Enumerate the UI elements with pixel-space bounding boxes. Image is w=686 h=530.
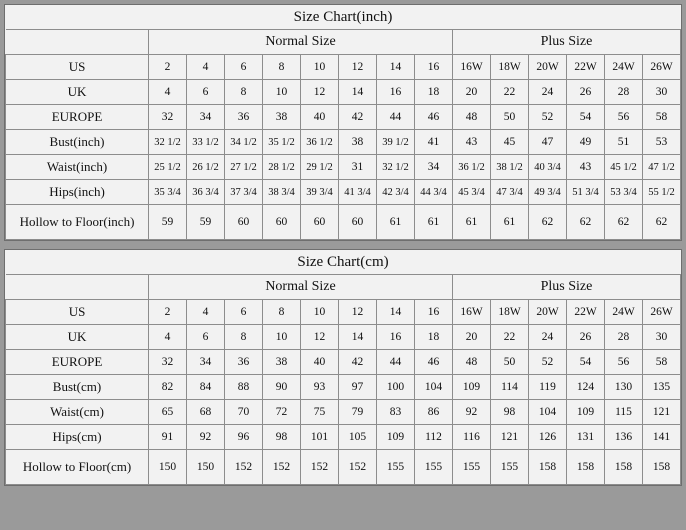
- size-chart-inch: [4, 4, 682, 241]
- cell-value: 12: [339, 300, 377, 325]
- cell-value: 24: [529, 325, 567, 350]
- cell-value: 72: [263, 400, 301, 425]
- cell-value: 40: [301, 105, 339, 130]
- cell-value: 8: [225, 325, 263, 350]
- cell-value: 12: [339, 55, 377, 80]
- cell-value: 6: [225, 300, 263, 325]
- chart-title: Size Chart(cm): [6, 250, 681, 275]
- cell-value: 45 1/2: [605, 155, 643, 180]
- cell-value: 32 1/2: [377, 155, 415, 180]
- cell-value: 24: [529, 80, 567, 105]
- cell-value: 86: [415, 400, 453, 425]
- cell-value: 62: [567, 205, 605, 240]
- cell-value: 34: [415, 155, 453, 180]
- cell-value: 25 1/2: [149, 155, 187, 180]
- cell-value: 49: [567, 130, 605, 155]
- cell-value: 61: [377, 205, 415, 240]
- cell-value: 54: [567, 350, 605, 375]
- cell-value: 91: [149, 425, 187, 450]
- group-header-normal: Normal Size: [149, 275, 453, 300]
- cell-value: 47: [529, 130, 567, 155]
- table-row: [6, 425, 681, 450]
- cell-value: 46: [415, 105, 453, 130]
- cell-value: 34: [187, 105, 225, 130]
- table-row: [6, 55, 681, 80]
- cell-value: 38: [263, 350, 301, 375]
- cell-value: 16W: [453, 55, 491, 80]
- cell-value: 26W: [643, 55, 681, 80]
- cell-value: 55 1/2: [643, 180, 681, 205]
- cell-value: 155: [377, 450, 415, 485]
- cell-value: 88: [225, 375, 263, 400]
- cell-value: 26 1/2: [187, 155, 225, 180]
- cell-value: 75: [301, 400, 339, 425]
- cell-value: 44: [377, 105, 415, 130]
- cell-value: 16: [415, 300, 453, 325]
- cell-value: 32: [149, 350, 187, 375]
- cell-value: 93: [301, 375, 339, 400]
- cell-value: 20W: [529, 300, 567, 325]
- cell-value: 50: [491, 350, 529, 375]
- cell-value: 8: [225, 80, 263, 105]
- row-label: Hollow to Floor(cm): [6, 450, 149, 485]
- cell-value: 40 3/4: [529, 155, 567, 180]
- cell-value: 152: [339, 450, 377, 485]
- cell-value: 65: [149, 400, 187, 425]
- cell-value: 92: [453, 400, 491, 425]
- cell-value: 43: [567, 155, 605, 180]
- cell-value: 18W: [491, 300, 529, 325]
- cell-value: 131: [567, 425, 605, 450]
- table-row: [6, 325, 681, 350]
- cell-value: 26: [567, 80, 605, 105]
- cell-value: 30: [643, 325, 681, 350]
- cell-value: 51: [605, 130, 643, 155]
- cell-value: 109: [453, 375, 491, 400]
- cell-value: 90: [263, 375, 301, 400]
- cell-value: 32 1/2: [149, 130, 187, 155]
- cell-value: 28 1/2: [263, 155, 301, 180]
- cell-value: 158: [529, 450, 567, 485]
- cell-value: 150: [149, 450, 187, 485]
- cell-value: 2: [149, 55, 187, 80]
- cell-value: 22W: [567, 55, 605, 80]
- cell-value: 61: [415, 205, 453, 240]
- cell-value: 79: [339, 400, 377, 425]
- cell-value: 152: [301, 450, 339, 485]
- table-row: [6, 205, 681, 240]
- cell-value: 92: [187, 425, 225, 450]
- size-chart-cm: [4, 249, 682, 486]
- cell-value: 150: [187, 450, 225, 485]
- cell-value: 14: [339, 80, 377, 105]
- cell-value: 60: [301, 205, 339, 240]
- cell-value: 46: [415, 350, 453, 375]
- cell-value: 47 1/2: [643, 155, 681, 180]
- cell-value: 10: [263, 325, 301, 350]
- cell-value: 53: [643, 130, 681, 155]
- cell-value: 45 3/4: [453, 180, 491, 205]
- cell-value: 22W: [567, 300, 605, 325]
- row-label: US: [6, 55, 149, 80]
- cell-value: 121: [491, 425, 529, 450]
- row-label: EUROPE: [6, 105, 149, 130]
- table-row: [6, 300, 681, 325]
- cell-value: 56: [605, 350, 643, 375]
- cell-value: 38 3/4: [263, 180, 301, 205]
- cell-value: 36 1/2: [301, 130, 339, 155]
- cell-value: 38: [263, 105, 301, 130]
- cell-value: 68: [187, 400, 225, 425]
- cell-value: 152: [263, 450, 301, 485]
- cell-value: 136: [605, 425, 643, 450]
- cell-value: 98: [491, 400, 529, 425]
- cell-value: 98: [263, 425, 301, 450]
- cell-value: 52: [529, 350, 567, 375]
- cell-value: 60: [225, 205, 263, 240]
- chart-0-body: [6, 5, 681, 240]
- cell-value: 6: [225, 55, 263, 80]
- cell-value: 44 3/4: [415, 180, 453, 205]
- row-label: Bust(cm): [6, 375, 149, 400]
- row-label: UK: [6, 325, 149, 350]
- cell-value: 48: [453, 105, 491, 130]
- cell-value: 60: [263, 205, 301, 240]
- cell-value: 20: [453, 80, 491, 105]
- cell-value: 104: [529, 400, 567, 425]
- cell-value: 158: [567, 450, 605, 485]
- chart-title: Size Chart(inch): [6, 5, 681, 30]
- cell-value: 30: [643, 80, 681, 105]
- chart-title-row: [6, 5, 681, 30]
- cell-value: 28: [605, 325, 643, 350]
- cell-value: 44: [377, 350, 415, 375]
- cell-value: 59: [187, 205, 225, 240]
- cell-value: 62: [643, 205, 681, 240]
- group-row-spacer: [6, 275, 149, 300]
- cell-value: 32: [149, 105, 187, 130]
- row-label: Waist(cm): [6, 400, 149, 425]
- cell-value: 70: [225, 400, 263, 425]
- cell-value: 35 1/2: [263, 130, 301, 155]
- cell-value: 152: [225, 450, 263, 485]
- row-label: Hollow to Floor(inch): [6, 205, 149, 240]
- cell-value: 2: [149, 300, 187, 325]
- cell-value: 36 1/2: [453, 155, 491, 180]
- cell-value: 36: [225, 350, 263, 375]
- chart-title-row: [6, 250, 681, 275]
- group-header-normal: Normal Size: [149, 30, 453, 55]
- size-chart-cm-table: [5, 250, 681, 485]
- cell-value: 26: [567, 325, 605, 350]
- cell-value: 26W: [643, 300, 681, 325]
- cell-value: 97: [339, 375, 377, 400]
- cell-value: 10: [263, 80, 301, 105]
- cell-value: 155: [491, 450, 529, 485]
- cell-value: 20W: [529, 55, 567, 80]
- cell-value: 12: [301, 325, 339, 350]
- group-row-spacer: [6, 30, 149, 55]
- cell-value: 4: [149, 80, 187, 105]
- cell-value: 104: [415, 375, 453, 400]
- cell-value: 14: [377, 55, 415, 80]
- cell-value: 49 3/4: [529, 180, 567, 205]
- cell-value: 54: [567, 105, 605, 130]
- cell-value: 35 3/4: [149, 180, 187, 205]
- cell-value: 141: [643, 425, 681, 450]
- cell-value: 4: [187, 55, 225, 80]
- cell-value: 109: [567, 400, 605, 425]
- cell-value: 105: [339, 425, 377, 450]
- cell-value: 34 1/2: [225, 130, 263, 155]
- cell-value: 48: [453, 350, 491, 375]
- cell-value: 116: [453, 425, 491, 450]
- chart-group-row: [6, 30, 681, 55]
- cell-value: 59: [149, 205, 187, 240]
- row-label: Hips(inch): [6, 180, 149, 205]
- cell-value: 24W: [605, 300, 643, 325]
- table-row: [6, 450, 681, 485]
- cell-value: 20: [453, 325, 491, 350]
- cell-value: 51 3/4: [567, 180, 605, 205]
- cell-value: 109: [377, 425, 415, 450]
- cell-value: 10: [301, 300, 339, 325]
- cell-value: 16: [377, 80, 415, 105]
- row-label: Waist(inch): [6, 155, 149, 180]
- cell-value: 8: [263, 55, 301, 80]
- cell-value: 39 1/2: [377, 130, 415, 155]
- row-label: Bust(inch): [6, 130, 149, 155]
- cell-value: 4: [187, 300, 225, 325]
- cell-value: 83: [377, 400, 415, 425]
- cell-value: 18W: [491, 55, 529, 80]
- cell-value: 29 1/2: [301, 155, 339, 180]
- table-row: [6, 105, 681, 130]
- cell-value: 16W: [453, 300, 491, 325]
- cell-value: 101: [301, 425, 339, 450]
- cell-value: 41: [415, 130, 453, 155]
- cell-value: 53 3/4: [605, 180, 643, 205]
- size-chart-inch-table: [5, 5, 681, 240]
- cell-value: 47 3/4: [491, 180, 529, 205]
- cell-value: 27 1/2: [225, 155, 263, 180]
- cell-value: 82: [149, 375, 187, 400]
- cell-value: 33 1/2: [187, 130, 225, 155]
- cell-value: 50: [491, 105, 529, 130]
- cell-value: 121: [643, 400, 681, 425]
- group-header-plus: Plus Size: [453, 275, 681, 300]
- row-label: US: [6, 300, 149, 325]
- cell-value: 36: [225, 105, 263, 130]
- cell-value: 16: [415, 55, 453, 80]
- cell-value: 119: [529, 375, 567, 400]
- table-row: [6, 130, 681, 155]
- cell-value: 38: [339, 130, 377, 155]
- cell-value: 130: [605, 375, 643, 400]
- cell-value: 14: [339, 325, 377, 350]
- cell-value: 62: [529, 205, 567, 240]
- row-label: UK: [6, 80, 149, 105]
- cell-value: 56: [605, 105, 643, 130]
- table-row: [6, 350, 681, 375]
- cell-value: 42: [339, 105, 377, 130]
- table-row: [6, 80, 681, 105]
- cell-value: 112: [415, 425, 453, 450]
- row-label: EUROPE: [6, 350, 149, 375]
- cell-value: 114: [491, 375, 529, 400]
- cell-value: 6: [187, 325, 225, 350]
- cell-value: 36 3/4: [187, 180, 225, 205]
- cell-value: 60: [339, 205, 377, 240]
- cell-value: 14: [377, 300, 415, 325]
- cell-value: 12: [301, 80, 339, 105]
- cell-value: 10: [301, 55, 339, 80]
- cell-value: 100: [377, 375, 415, 400]
- cell-value: 8: [263, 300, 301, 325]
- cell-value: 158: [643, 450, 681, 485]
- cell-value: 4: [149, 325, 187, 350]
- cell-value: 22: [491, 80, 529, 105]
- cell-value: 39 3/4: [301, 180, 339, 205]
- cell-value: 18: [415, 325, 453, 350]
- cell-value: 124: [567, 375, 605, 400]
- cell-value: 43: [453, 130, 491, 155]
- cell-value: 37 3/4: [225, 180, 263, 205]
- row-label: Hips(cm): [6, 425, 149, 450]
- cell-value: 84: [187, 375, 225, 400]
- cell-value: 61: [453, 205, 491, 240]
- group-header-plus: Plus Size: [453, 30, 681, 55]
- cell-value: 34: [187, 350, 225, 375]
- cell-value: 61: [491, 205, 529, 240]
- cell-value: 31: [339, 155, 377, 180]
- cell-value: 62: [605, 205, 643, 240]
- cell-value: 40: [301, 350, 339, 375]
- cell-value: 42 3/4: [377, 180, 415, 205]
- table-row: [6, 375, 681, 400]
- cell-value: 42: [339, 350, 377, 375]
- cell-value: 135: [643, 375, 681, 400]
- cell-value: 38 1/2: [491, 155, 529, 180]
- cell-value: 58: [643, 350, 681, 375]
- cell-value: 52: [529, 105, 567, 130]
- cell-value: 126: [529, 425, 567, 450]
- cell-value: 18: [415, 80, 453, 105]
- cell-value: 28: [605, 80, 643, 105]
- cell-value: 24W: [605, 55, 643, 80]
- cell-value: 96: [225, 425, 263, 450]
- cell-value: 155: [415, 450, 453, 485]
- cell-value: 41 3/4: [339, 180, 377, 205]
- chart-1-body: [6, 250, 681, 485]
- cell-value: 58: [643, 105, 681, 130]
- cell-value: 45: [491, 130, 529, 155]
- table-row: [6, 400, 681, 425]
- cell-value: 115: [605, 400, 643, 425]
- cell-value: 22: [491, 325, 529, 350]
- table-row: [6, 155, 681, 180]
- cell-value: 16: [377, 325, 415, 350]
- cell-value: 6: [187, 80, 225, 105]
- chart-group-row: [6, 275, 681, 300]
- table-row: [6, 180, 681, 205]
- cell-value: 155: [453, 450, 491, 485]
- cell-value: 158: [605, 450, 643, 485]
